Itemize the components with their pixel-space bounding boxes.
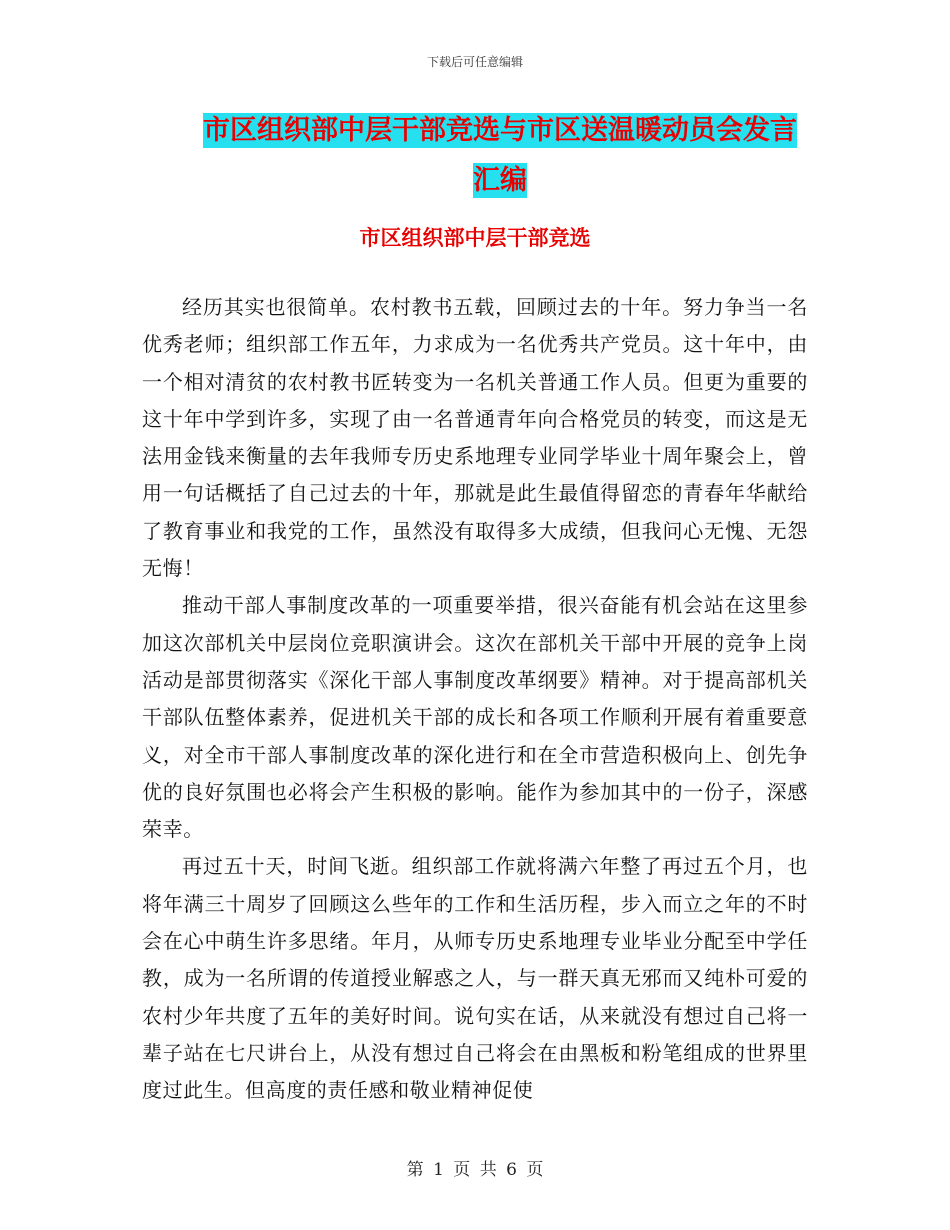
page-number: 第 1 页 共 6 页 bbox=[406, 1160, 544, 1180]
section-title: 市区组织部中层干部竞选 bbox=[359, 226, 591, 250]
document-body bbox=[142, 289, 808, 1110]
document-title bbox=[190, 106, 810, 206]
paragraph: 推动干部人事制度改革的一项重要举措，很兴奋能有机会站在这里参加这次部机关中层岗位竞职演讲会。这次在部机关干部中开展的竞争上岗活动是部贯彻落实《深化干部人事制度改革纲要》精神。对于提高部机关干部队伍整体素养，促进机关干部的成长和各项工作顺利开展有着重要意义，对全市干部人事制度改革的深化进行和在全市营造积极向上、创先争优的良好氛围也必将会产生积极的影响。能作为参加其中的一份子，深感荣幸。 bbox=[142, 593, 808, 842]
paragraph: 经历其实也很简单。农村教书五载，回顾过去的十年。努力争当一名优秀老师；组织部工作五年，力求成为一名优秀共产党员。这十年中，由一个相对清贫的农村教书匠转变为一名机关普通工作人员。但更为重要的这十年中学到许多，实现了由一名普通青年向合格党员的转变，而这是无法用金钱来衡量的去年我师专历史系地理专业同学毕业十周年聚会上，曾用一句话概括了自己过去的十年，那就是此生最值得留恋的青春年华献给了教育事业和我党的工作，虽然没有取得多大成绩，但我问心无愧、无怨无悔！ bbox=[142, 295, 808, 581]
page-header-note: 下载后可任意编辑 bbox=[426, 55, 523, 69]
document-title-text: 市区组织部中层干部竞选与市区送温暖动员会发言汇编 bbox=[203, 115, 797, 196]
paragraph: 再过五十天，时间飞逝。组织部工作就将满六年整了再过五个月，也将年满三十周岁了回顾这么些年的工作和生活历程，步入而立之年的不时会在心中萌生许多思绪。年月，从师专历史系地理专业毕业分配至中学任教，成为一名所谓的传道授业解惑之人，与一群天真无邪而又纯朴可爱的农村少年共度了五年的美好时间。说句实在话，从来就没有想过自己将一辈子站在七尺讲台上，从没有想过自己将会在由黑板和粉笔组成的世界里度过此生。但高度的责任感和敬业精神促使 bbox=[142, 854, 808, 1103]
